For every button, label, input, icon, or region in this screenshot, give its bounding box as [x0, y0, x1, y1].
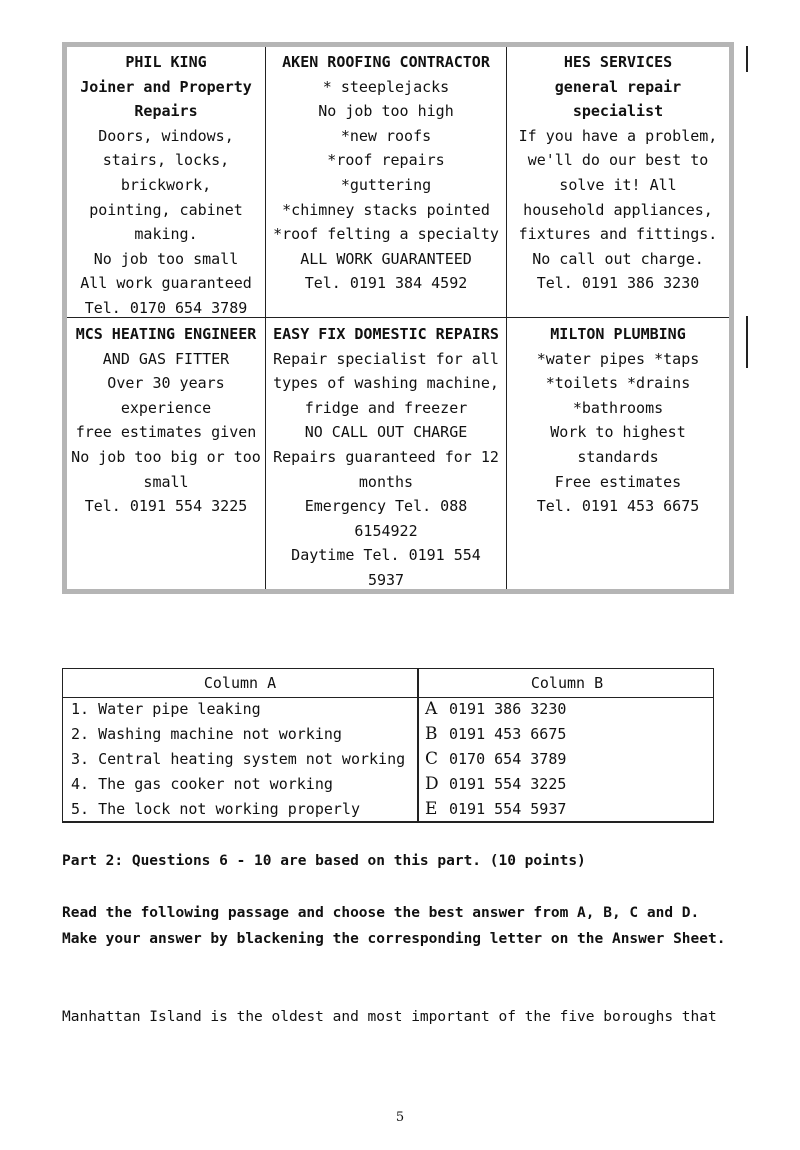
advertisements-grid	[62, 42, 734, 594]
ad-line: solve it! All	[559, 175, 677, 194]
ad-line: Tel. 0191 554 3225	[84, 497, 248, 516]
ad-phil-king	[67, 47, 265, 321]
ad-line: *roof felting a specialty	[273, 225, 499, 244]
ad-easy-fix	[266, 319, 506, 593]
ad-line: Tel. 0170 654 3789	[84, 298, 248, 317]
option-letter: A	[425, 699, 438, 719]
ad-line: stairs, locks,	[102, 151, 230, 170]
ad-line: Tel. 0191 384 4592	[304, 274, 468, 293]
ad-line: No job too small	[93, 249, 239, 268]
ad-line: small	[143, 472, 189, 491]
ad-line: No job too high	[318, 102, 454, 121]
ad-line: If you have a problem,	[518, 126, 718, 145]
column-a-item: 5. The lock not working properly	[71, 800, 360, 818]
ad-line: pointing, cabinet	[89, 200, 243, 219]
ad-title: PHIL KING	[125, 53, 207, 71]
column-a-item: 2. Washing machine not working	[71, 725, 342, 743]
passage-text: Manhattan Island is the oldest and most important of the five boroughs that	[62, 1009, 717, 1025]
part-2-title: Part 2: Questions 6 - 10 are based on this part. (10 points)	[62, 853, 586, 869]
ad-line: Work to highest	[550, 423, 686, 442]
ad-title: EASY FIX DOMESTIC REPAIRS	[273, 325, 499, 343]
ad-line: types of washing machine,	[273, 374, 499, 393]
ad-aken-roofing	[266, 47, 506, 296]
ad-mcs-heating	[67, 319, 265, 519]
ad-line: 5937	[367, 570, 405, 589]
ad-line: Tel. 0191 453 6675	[536, 497, 700, 516]
column-a-item: 3. Central heating system not working	[71, 750, 406, 768]
ad-line: AND GAS FITTER	[102, 349, 230, 368]
ad-title: HES SERVICES	[563, 53, 673, 71]
ad-line: making.	[134, 225, 198, 244]
ad-line: *chimney stacks pointed	[282, 200, 490, 219]
instructions: Read the following passage and choose the best answer from A, B, C and D. Make your answer by blackening the corresponding letter on the Answer Sheet.	[62, 905, 726, 947]
margin-mark	[746, 46, 748, 72]
column-b-header: Column B	[530, 674, 604, 692]
ad-line: brickwork,	[120, 175, 212, 194]
ad-milton-plumbing	[507, 319, 729, 519]
ad-line: NO CALL OUT CHARGE	[304, 423, 468, 442]
phone-number: 0191 453 6675	[449, 725, 567, 743]
ad-line: fixtures and fittings.	[518, 225, 718, 244]
page-number: 5	[395, 1110, 405, 1125]
column-b-item	[425, 797, 566, 822]
option-letter: E	[425, 799, 438, 819]
ad-line: months	[358, 472, 414, 491]
ad-line: *roof repairs	[327, 151, 445, 170]
ad-line: fridge and freezer	[304, 398, 468, 417]
ad-line: No job too big or too	[71, 447, 261, 466]
ad-line: experience	[120, 398, 212, 417]
option-letter: D	[425, 774, 439, 794]
ad-title: MILTON PLUMBING	[550, 325, 686, 343]
phone-number: 0170 654 3789	[449, 750, 567, 768]
phone-number: 0191 386 3230	[449, 700, 567, 718]
option-letter: B	[425, 724, 438, 744]
column-divider	[417, 669, 419, 821]
column-a-header: Column A	[203, 674, 277, 692]
ad-line: * steeplejacks	[322, 77, 450, 96]
ad-line: *guttering	[340, 175, 432, 194]
ad-hes-services	[507, 47, 729, 296]
ad-line: 6154922	[354, 521, 418, 540]
column-b-item	[425, 772, 566, 797]
column-a-item: 4. The gas cooker not working	[71, 775, 333, 793]
ad-line: specialist	[572, 102, 664, 121]
margin-mark	[746, 316, 748, 368]
ad-line: All work guaranteed	[80, 274, 252, 293]
ad-line: Tel. 0191 386 3230	[536, 274, 700, 293]
phone-number: 0191 554 3225	[449, 775, 567, 793]
ad-line: Doors, windows,	[98, 126, 234, 145]
ad-line: free estimates given	[75, 423, 257, 442]
phone-number: 0191 554 5937	[449, 800, 567, 818]
ad-line: *toilets *drains	[545, 374, 691, 393]
ad-line: Emergency Tel. 088	[304, 497, 468, 516]
ad-title: MCS HEATING ENGINEER	[75, 325, 257, 343]
ad-line: ALL WORK GUARANTEED	[300, 249, 472, 268]
ad-line: No call out charge.	[532, 249, 704, 268]
ad-line: Free estimates	[554, 472, 682, 491]
ad-line: *bathrooms	[572, 398, 664, 417]
option-letter: C	[425, 749, 439, 769]
ad-line: Daytime Tel. 0191 554	[291, 546, 481, 565]
column-b-item	[425, 747, 566, 772]
ad-line: household appliances,	[523, 200, 713, 219]
ad-line: *water pipes *taps	[536, 349, 700, 368]
ad-line: Repairs	[134, 102, 198, 121]
column-b-item	[425, 697, 566, 722]
column-b-item	[425, 722, 566, 747]
ad-line: *new roofs	[340, 126, 432, 145]
ad-line: Repairs guaranteed for 12	[273, 447, 499, 466]
ad-title: AKEN ROOFING CONTRACTOR	[282, 53, 490, 71]
ad-line: Over 30 years	[107, 374, 225, 393]
ad-line: we'll do our best to	[527, 151, 709, 170]
ad-line: Joiner and Property	[80, 77, 252, 96]
ad-line: Repair specialist for all	[273, 349, 499, 368]
column-a-item: 1. Water pipe leaking	[71, 700, 261, 718]
ad-line: standards	[577, 447, 659, 466]
matching-table	[62, 668, 714, 823]
ad-line: general repair	[554, 77, 682, 96]
